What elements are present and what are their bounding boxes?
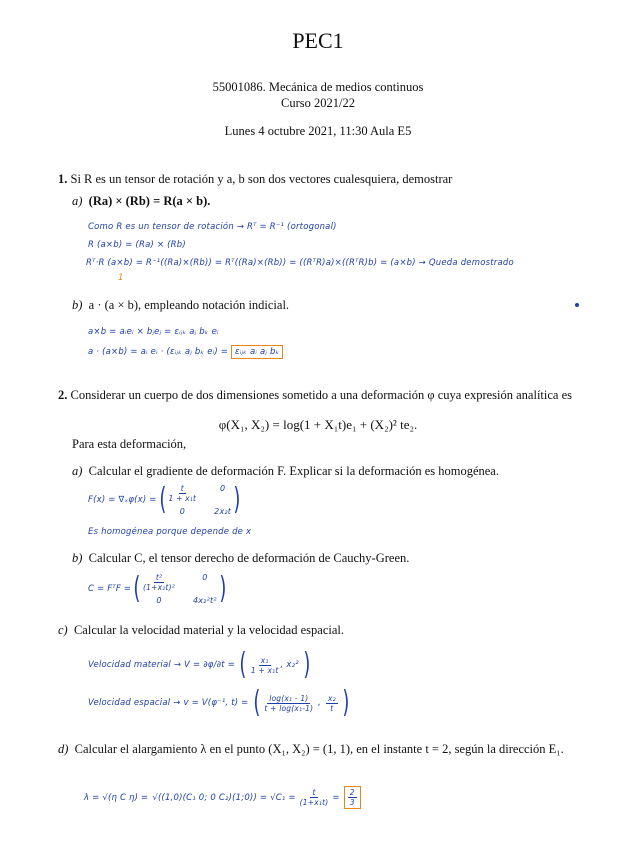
handwriting-1a-line1: Como R es un tensor de rotación → Rᵀ = R⁻¹ (ortogonal)	[88, 222, 337, 232]
problem-1b-label: b)	[72, 298, 83, 312]
problem-2d	[58, 741, 580, 758]
gradient-matrix	[157, 484, 243, 516]
problem-2-intro: Para esta deformación,	[72, 437, 187, 451]
answer-box-2d: $\frac{2}{3}$	[344, 786, 361, 809]
problem-2b	[72, 551, 409, 566]
handwriting-1b-expr: a · (a×b) = aᵢ eᵢ · (εᵢⱼₖ aⱼ bₖ eᵢ) =	[88, 347, 229, 357]
left-paren: (	[133, 571, 141, 606]
page-title: PEC1	[292, 28, 344, 53]
deformation-equation: φ(X₁, X₂) = log(1 + X₁t)e₁ + (X₂)² te₂.	[218, 417, 418, 432]
matrix-cell-22: 2x₂t	[214, 507, 232, 516]
left-paren: (	[159, 482, 167, 517]
handwriting-2c-material	[88, 647, 313, 682]
handwriting-2a-note: Es homogénea porque depende de x	[88, 527, 252, 537]
spatial-velocity-frac-1: $\frac{\text{log(x₁ - 1)}}{\text{t + log(x₁-1)}}$	[264, 693, 314, 713]
problem-2d-text: Calcular el alargamiento λ en el punto (X₁, X₂) = (1, 1), en el instante t = 2, según la dirección E₁.	[74, 742, 564, 756]
spatial-velocity-sep: ,	[315, 698, 324, 708]
handwriting-1b-line1: a×b = aᵢeᵢ × bⱼeⱼ = εᵢⱼₖ aⱼ bₖ eᵢ	[88, 327, 219, 337]
right-paren: )	[342, 685, 350, 720]
handwriting-2a-lhs: F(x) = ∇ₓφ(x) =	[88, 495, 157, 505]
problem-2c-text: Calcular la velocidad material y la velocidad espacial.	[73, 623, 344, 637]
matrix-cell-12: 0	[220, 484, 226, 493]
problem-1a-label: a)	[72, 194, 83, 208]
right-paren: )	[233, 482, 241, 517]
problem-1a	[72, 194, 210, 209]
problem-2-number: 2.	[58, 388, 68, 402]
handwriting-2c-spatial	[88, 685, 352, 720]
problem-2c	[58, 623, 344, 638]
course-name: 55001086. Mecánica de medios continuos	[212, 80, 424, 94]
problem-2-text: Considerar un cuerpo de dos dimensiones sometido a una deformación φ cuya expresión analítica es	[70, 388, 573, 402]
problem-1-statement	[58, 171, 452, 187]
matrix-cell-22: 4x₂²t²	[192, 596, 217, 605]
handwriting-2c-material-lhs: Velocidad material → V = ∂φ/∂t =	[88, 660, 236, 670]
ink-dot	[575, 303, 579, 307]
handwriting-1b-line2	[88, 347, 283, 357]
matrix-cell-21: 0	[179, 507, 185, 516]
cauchy-green-matrix	[131, 573, 229, 605]
handwriting-2c-spatial-lhs: Velocidad espacial → v = V(φ⁻¹, t) =	[88, 698, 249, 708]
handwriting-2a-matrix-eq	[88, 484, 243, 516]
problem-1-text: Si R es un tensor de rotación y a, b son dos vectores cualesquiera, demostrar	[70, 172, 453, 186]
problem-2c-label: c)	[58, 623, 68, 637]
problem-2b-label: b)	[72, 551, 83, 565]
matrix-cell-12: 0	[202, 573, 208, 582]
stretch-frac: $\frac{t}{\text{(1+x₁t)}}$	[299, 788, 329, 807]
handwriting-1a-line2: R (a×b) = (Ra) × (Rb)	[88, 240, 186, 250]
gradient-matrix-grid	[169, 484, 232, 516]
problem-2a-text: Calcular el gradiente de deformación F. Explicar si la deformación es homogénea.	[88, 464, 499, 478]
answer-box-1b: εᵢⱼₖ aᵢ aⱼ bₖ	[231, 345, 283, 359]
problem-2a-label: a)	[72, 464, 83, 478]
handwriting-2d	[84, 786, 361, 809]
problem-1-number: 1.	[58, 172, 68, 186]
matrix-cell-11: $\frac{\text{t²}}{\text{(1+x₁t)²}}$	[143, 573, 175, 592]
handwriting-2b-lhs: C = FᵀF =	[88, 584, 132, 594]
handwriting-2b-matrix-eq	[88, 573, 229, 605]
matrix-cell-21: 0	[156, 596, 162, 605]
matrix-cell-11: $\frac{t}{\text{1 + x₁t}}$	[168, 484, 197, 503]
problem-2-statement	[58, 387, 580, 403]
problem-2d-label: d)	[58, 742, 69, 756]
problem-1b	[72, 298, 289, 313]
material-velocity-second: , x₂²	[280, 660, 299, 670]
cauchy-green-matrix-grid	[143, 573, 217, 605]
problem-2a	[72, 464, 499, 479]
left-paren: (	[239, 647, 247, 682]
handwriting-1a-line3: Rᵀ·R (a×b) = R⁻¹((Ra)×(Rb)) = Rᵀ((Ra)×(Rb)) = ((RᵀR)a)×((RᵀR)b) = (a×b) → Queda demostrado	[86, 258, 514, 268]
equals-sign: =	[332, 792, 340, 803]
exam-date: Lunes 4 octubre 2021, 11:30 Aula E5	[224, 124, 412, 138]
handwriting-2d-mid: √((1,0)(C₁ 0; 0 C₂)(1;0)) = √C₁ =	[152, 792, 296, 803]
handwriting-2d-lhs: λ = √(η C η) =	[84, 792, 149, 803]
problem-2b-text: Calcular C, el tensor derecho de deformación de Cauchy-Green.	[88, 551, 410, 565]
right-paren: )	[303, 647, 311, 682]
material-velocity-frac: $\frac{\text{x₁}}{\text{1 + x₁t}}$	[250, 655, 279, 675]
right-paren: )	[219, 571, 227, 606]
handwriting-1a-mark: 1	[118, 273, 124, 283]
course-year: Curso 2021/22	[281, 96, 355, 110]
left-paren: (	[252, 685, 261, 720]
spatial-velocity-frac-2: $\frac{\text{x₂}}{t}$	[327, 693, 336, 713]
problem-1b-text: a · (a × b), empleando notación indicial.	[88, 298, 290, 312]
problem-1a-text: (Ra) × (Rb) = R(a × b).	[88, 194, 211, 208]
